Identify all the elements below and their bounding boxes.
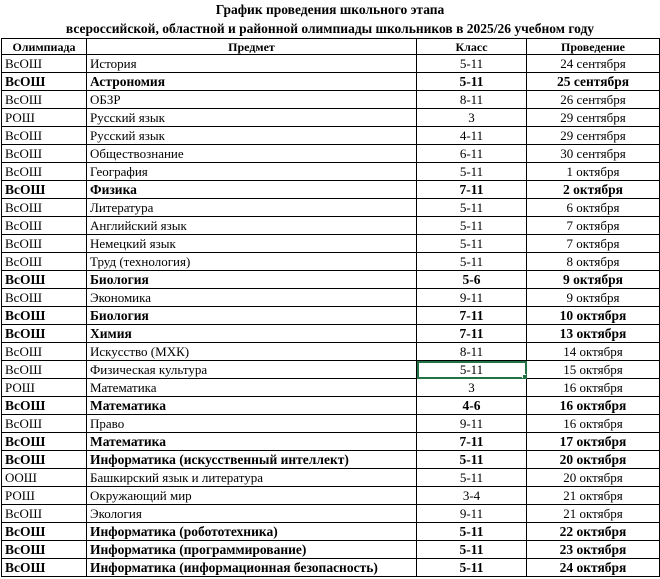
cell-subject[interactable]: История bbox=[87, 55, 417, 73]
cell-grade[interactable]: 3-4 bbox=[417, 487, 527, 505]
cell-date[interactable]: 6 октября bbox=[527, 199, 660, 217]
table-row bbox=[2, 181, 660, 199]
table-row bbox=[2, 541, 660, 559]
cell-date[interactable]: 14 октября bbox=[527, 343, 660, 361]
cell-grade[interactable]: 3 bbox=[417, 379, 527, 397]
header-olympiad[interactable]: Олимпиада bbox=[2, 39, 87, 55]
cell-olympiad[interactable]: РОШ bbox=[2, 379, 87, 397]
page-title: График проведения школьного этапа bbox=[215, 2, 445, 17]
cell-subject[interactable]: Математика bbox=[87, 433, 417, 451]
cell-date[interactable]: 8 октября bbox=[527, 253, 660, 271]
cell-date[interactable]: 20 октября bbox=[527, 451, 660, 469]
cell-date[interactable]: 29 сентября bbox=[527, 109, 660, 127]
cell-grade[interactable]: 5-11 bbox=[417, 469, 527, 487]
cell-olympiad[interactable]: ВсОШ bbox=[2, 271, 87, 289]
cell-date[interactable]: 21 октября bbox=[527, 487, 660, 505]
cell-olympiad[interactable]: ВсОШ bbox=[2, 91, 87, 109]
table-row bbox=[2, 73, 660, 91]
cell-subject[interactable]: Химия bbox=[87, 325, 417, 343]
cell-olympiad[interactable]: ВсОШ bbox=[2, 289, 87, 307]
header-grade[interactable]: Класс bbox=[417, 39, 527, 55]
cell-grade[interactable]: 7-11 bbox=[417, 181, 527, 199]
cell-olympiad[interactable]: ВсОШ bbox=[2, 559, 87, 577]
table-row bbox=[2, 559, 660, 577]
schedule-table bbox=[1, 38, 660, 577]
cell-subject[interactable]: Информатика (программирование) bbox=[87, 541, 417, 559]
table-row bbox=[2, 199, 660, 217]
cell-subject[interactable]: Литература bbox=[87, 199, 417, 217]
cell-subject[interactable]: Физика bbox=[87, 181, 417, 199]
cell-subject[interactable]: Обществознание bbox=[87, 145, 417, 163]
cell-grade[interactable]: 5-11 bbox=[417, 199, 527, 217]
cell-grade[interactable]: 5-11 bbox=[417, 235, 527, 253]
cell-olympiad[interactable]: ВсОШ bbox=[2, 451, 87, 469]
cell-grade[interactable]: 5-11 bbox=[417, 541, 527, 559]
cell-olympiad[interactable]: ВсОШ bbox=[2, 541, 87, 559]
cell-grade[interactable]: 5-11 bbox=[417, 451, 527, 469]
cell-subject[interactable]: Математика bbox=[87, 379, 417, 397]
selected-cell[interactable]: 5-11 bbox=[417, 361, 527, 379]
cell-date[interactable]: 17 октября bbox=[527, 433, 660, 451]
cell-olympiad[interactable]: ВсОШ bbox=[2, 361, 87, 379]
cell-olympiad[interactable]: ВсОШ bbox=[2, 127, 87, 145]
table-row bbox=[2, 415, 660, 433]
cell-subject[interactable]: Право bbox=[87, 415, 417, 433]
cell-subject[interactable]: Математика bbox=[87, 397, 417, 415]
cell-grade[interactable]: 9-11 bbox=[417, 505, 527, 523]
cell-grade[interactable]: 7-11 bbox=[417, 433, 527, 451]
cell-grade[interactable]: 5-11 bbox=[417, 253, 527, 271]
cell-date[interactable]: 7 октября bbox=[527, 217, 660, 235]
cell-olympiad[interactable]: ВсОШ bbox=[2, 73, 87, 91]
cell-date[interactable]: 10 октября bbox=[527, 307, 660, 325]
cell-grade[interactable]: 9-11 bbox=[417, 289, 527, 307]
cell-grade[interactable]: 4-11 bbox=[417, 127, 527, 145]
table-row bbox=[2, 217, 660, 235]
cell-date[interactable]: 16 октября bbox=[527, 415, 660, 433]
table-row bbox=[2, 253, 660, 271]
table-row bbox=[2, 469, 660, 487]
header-date[interactable]: Проведение bbox=[527, 39, 660, 55]
cell-grade[interactable]: 7-11 bbox=[417, 325, 527, 343]
table-row bbox=[2, 235, 660, 253]
cell-olympiad[interactable]: ВсОШ bbox=[2, 217, 87, 235]
cell-olympiad[interactable]: ВсОШ bbox=[2, 235, 87, 253]
table-row bbox=[2, 307, 660, 325]
table-row bbox=[2, 163, 660, 181]
cell-olympiad[interactable]: ВсОШ bbox=[2, 55, 87, 73]
cell-subject[interactable]: Русский язык bbox=[87, 109, 417, 127]
table-row bbox=[2, 451, 660, 469]
table-row bbox=[2, 91, 660, 109]
page-subtitle: всероссийской, областной и районной олимпиады школьников в 2025/26 учебном году bbox=[65, 21, 595, 36]
cell-date[interactable]: 7 октября bbox=[527, 235, 660, 253]
cell-date[interactable]: 9 октября bbox=[527, 289, 660, 307]
table-row bbox=[2, 145, 660, 163]
header-subject[interactable]: Предмет bbox=[87, 39, 417, 55]
cell-olympiad[interactable]: ВсОШ bbox=[2, 307, 87, 325]
cell-date[interactable]: 15 октября bbox=[527, 361, 660, 379]
cell-grade[interactable]: 5-11 bbox=[417, 73, 527, 91]
cell-date[interactable]: 23 октября bbox=[527, 541, 660, 559]
cell-subject[interactable]: Башкирский язык и литература bbox=[87, 469, 417, 487]
cell-date[interactable]: 1 октября bbox=[527, 163, 660, 181]
cell-date[interactable]: 30 сентября bbox=[527, 145, 660, 163]
cell-grade[interactable]: 5-11 bbox=[417, 217, 527, 235]
cell-olympiad[interactable]: ВсОШ bbox=[2, 163, 87, 181]
table-row bbox=[2, 379, 660, 397]
table-row bbox=[2, 271, 660, 289]
cell-subject[interactable]: ОБЗР bbox=[87, 91, 417, 109]
header-row bbox=[2, 39, 660, 55]
table-row bbox=[2, 343, 660, 361]
cell-date[interactable]: 21 октября bbox=[527, 505, 660, 523]
table-row bbox=[2, 325, 660, 343]
cell-date[interactable]: 13 октября bbox=[527, 325, 660, 343]
cell-olympiad[interactable]: ООШ bbox=[2, 469, 87, 487]
cell-date[interactable]: 22 октября bbox=[527, 523, 660, 541]
table-row bbox=[2, 487, 660, 505]
table-row bbox=[2, 127, 660, 145]
cell-grade[interactable]: 6-11 bbox=[417, 145, 527, 163]
table-row bbox=[2, 55, 660, 73]
cell-grade[interactable]: 4-6 bbox=[417, 397, 527, 415]
cell-grade[interactable]: 5-11 bbox=[417, 559, 527, 577]
cell-olympiad[interactable]: ВсОШ bbox=[2, 523, 87, 541]
cell-date[interactable]: 24 сентября bbox=[527, 55, 660, 73]
cell-grade[interactable]: 5-11 bbox=[417, 55, 527, 73]
cell-date[interactable]: 26 сентября bbox=[527, 91, 660, 109]
cell-olympiad[interactable]: ВсОШ bbox=[2, 199, 87, 217]
cell-subject[interactable]: Экология bbox=[87, 505, 417, 523]
table-row bbox=[2, 523, 660, 541]
cell-grade[interactable]: 7-11 bbox=[417, 307, 527, 325]
table-row bbox=[2, 505, 660, 523]
table-row bbox=[2, 289, 660, 307]
cell-subject[interactable]: Труд (технология) bbox=[87, 253, 417, 271]
cell-grade[interactable]: 8-11 bbox=[417, 91, 527, 109]
cell-date[interactable]: 25 сентября bbox=[527, 73, 660, 91]
cell-olympiad[interactable]: ВсОШ bbox=[2, 325, 87, 343]
cell-olympiad[interactable]: ВсОШ bbox=[2, 181, 87, 199]
table-row bbox=[2, 433, 660, 451]
cell-subject[interactable]: Окружающий мир bbox=[87, 487, 417, 505]
cell-olympiad[interactable]: ВсОШ bbox=[2, 343, 87, 361]
table-row bbox=[2, 397, 660, 415]
cell-subject[interactable]: Физическая культура bbox=[87, 361, 417, 379]
cell-subject[interactable]: Русский язык bbox=[87, 127, 417, 145]
cell-subject[interactable]: География bbox=[87, 163, 417, 181]
cell-subject[interactable]: Информатика (информационная безопасность) bbox=[87, 559, 417, 577]
cell-subject[interactable]: Немецкий язык bbox=[87, 235, 417, 253]
cell-olympiad[interactable]: ВсОШ bbox=[2, 505, 87, 523]
cell-olympiad[interactable]: ВсОШ bbox=[2, 253, 87, 271]
cell-date[interactable]: 16 октября bbox=[527, 379, 660, 397]
cell-subject[interactable]: Информатика (искусственный интеллект) bbox=[87, 451, 417, 469]
cell-date[interactable]: 20 октября bbox=[527, 469, 660, 487]
cell-subject[interactable]: Астрономия bbox=[87, 73, 417, 91]
cell-olympiad[interactable]: ВсОШ bbox=[2, 397, 87, 415]
cell-olympiad[interactable]: РОШ bbox=[2, 487, 87, 505]
cell-grade[interactable]: 5-11 bbox=[417, 523, 527, 541]
cell-grade[interactable]: 9-11 bbox=[417, 415, 527, 433]
table-row bbox=[2, 361, 660, 379]
cell-grade[interactable]: 5-11 bbox=[417, 163, 527, 181]
cell-subject[interactable]: Искусство (МХК) bbox=[87, 343, 417, 361]
cell-grade[interactable]: 8-11 bbox=[417, 343, 527, 361]
cell-date[interactable]: 9 октября bbox=[527, 271, 660, 289]
cell-olympiad[interactable]: ВсОШ bbox=[2, 415, 87, 433]
cell-date[interactable]: 2 октября bbox=[527, 181, 660, 199]
cell-olympiad[interactable]: РОШ bbox=[2, 109, 87, 127]
cell-subject[interactable]: Информатика (робототехника) bbox=[87, 523, 417, 541]
cell-subject[interactable]: Биология bbox=[87, 271, 417, 289]
cell-subject[interactable]: Экономика bbox=[87, 289, 417, 307]
cell-subject[interactable]: Биология bbox=[87, 307, 417, 325]
fill-handle[interactable] bbox=[522, 374, 527, 379]
cell-olympiad[interactable]: ВсОШ bbox=[2, 433, 87, 451]
cell-date[interactable]: 16 октября bbox=[527, 397, 660, 415]
cell-subject[interactable]: Английский язык bbox=[87, 217, 417, 235]
cell-date[interactable]: 29 сентября bbox=[527, 127, 660, 145]
cell-date[interactable]: 24 октября bbox=[527, 559, 660, 577]
cell-grade[interactable]: 5-6 bbox=[417, 271, 527, 289]
cell-olympiad[interactable]: ВсОШ bbox=[2, 145, 87, 163]
cell-grade[interactable]: 3 bbox=[417, 109, 527, 127]
table-row bbox=[2, 109, 660, 127]
